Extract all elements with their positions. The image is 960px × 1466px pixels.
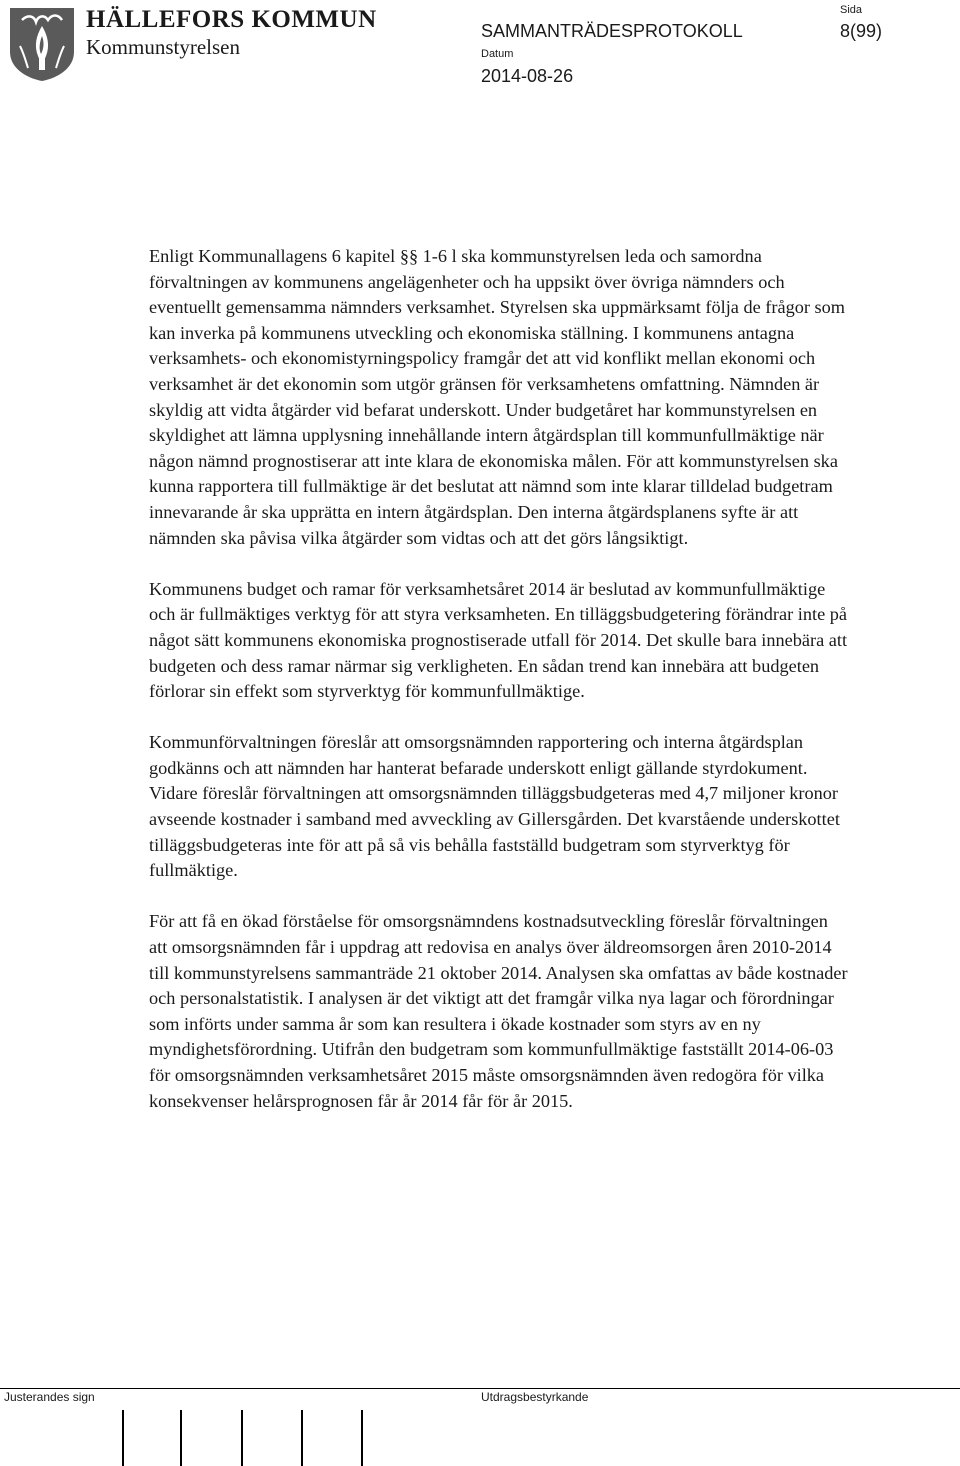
footer-divider: [0, 1388, 960, 1389]
signature-field-divider: [301, 1410, 303, 1466]
date-label: Datum: [481, 48, 514, 60]
signature-field-divider: [361, 1410, 363, 1466]
document-type: SAMMANTRÄDESPROTOKOLL: [481, 21, 743, 41]
organization-unit: Kommunstyrelsen: [86, 35, 240, 59]
justerandes-sign-label: Justerandes sign: [4, 1390, 95, 1404]
page-label: Sida: [840, 4, 863, 16]
signature-field-divider: [241, 1410, 243, 1466]
paragraph-1: Enligt Kommunallagens 6 kapitel §§ 1-6 l ska kommunstyrelsen leda och samordna förvaltningen av kommunens angelägenheter och ha uppsikt över övriga nämnders och eventuellt gemensamma nämnders verksamhet. Styrelsen ska uppmärksamt följa de frågor som kan inverka på kommunens utveckling och ekonomiska ställning. I kommunens antagna verksamhets- och ekonomistyrningspolicy framgår det att vid konflikt mellan ekonomi och verksamhet är det ekonomin som utgör gränsen för verksamhetens omfattning. Nämnden är skyldig att vidta åtgärder vid befarat underskott. Under budgetåret har kommunstyrelsen en skyldighet att lämna upplysning innehållande intern åtgärdsplan till kommunfullmäktige när någon nämnd prognostiserar att inte klara de ekonomiska målen. För att kommunstyrelsen ska kunna rapportera till fullmäktige är det beslutat att nämnd som inte klarar tilldelad budgetram innevarande år ska upprätta en intern åtgärdsplan. Den interna åtgärdsplanens syfte är att nämnden ska påvisa vilka åtgärder som vidtas och att det görs långsiktigt.: [149, 246, 846, 548]
page-number: 8(99): [840, 21, 883, 41]
municipal-coat-of-arms-icon: [8, 6, 76, 82]
paragraph-3: Kommunförvaltningen föreslår att omsorgsnämnden rapportering och interna åtgärdsplan godkänns och att nämnden har hanterat befarade underskott enligt gällande styrdokument. Vidare föreslår förvaltningen att omsorgsnämnden tilläggsbudgeteras med 4,7 miljoner kronor avseende kostnader i samband med avveckling av Gillersgården. Det kvarstående underskottet tilläggsbudgeteras inte för att på så vis behålla fastställd budgetram som styrverktyg för fullmäktige.: [149, 732, 840, 881]
signature-field-divider: [180, 1410, 182, 1466]
date-value: 2014-08-26: [481, 66, 574, 86]
paragraph-2: Kommunens budget och ramar för verksamhetsåret 2014 är beslutad av kommunfullmäktige och är fullmäktiges verktyg för att styra verksamheten. En tilläggsbudgetering förändrar inte på något sätt kommunens ekonomiska prognostiserade utfall för 2014. Det skulle bara innebära att budgeten och dess ramar närmar sig verkligheten. En sådan trend kan innebära att budgeten förlorar sin effekt som styrverktyg för kommunfullmäktige.: [149, 578, 848, 702]
signature-field-divider: [122, 1410, 124, 1466]
organization-name: HÄLLEFORS KOMMUN: [86, 6, 377, 33]
utdragsbestyrkande-label: Utdragsbestyrkande: [481, 1390, 589, 1404]
document-body: [149, 244, 849, 1140]
paragraph-4: För att få en ökad förståelse för omsorgsnämndens kostnadsutveckling föreslår förvaltningen att omsorgsnämnden får i uppdrag att redovisa en analys över äldreomsorgen åren 2010-2014 till kommunstyrelsens sammanträde 21 oktober 2014. Analysen ska omfattas av både kostnader och personalstatistik. I analysen är det viktigt att det framgår vilka nya lagar och förordningar som införts under samma år som kan resultera i ökade kostnader som styrs av en ny myndighetsförordning. Utifrån den budgetram som kommunfullmäktige fastställt 2014-06-03 för omsorgsnämnden verksamhetsåret 2015 måste omsorgsnämnden även redogöra för vilka konsekvenser helårsprognosen får år 2014 får för år 2015.: [149, 911, 848, 1111]
